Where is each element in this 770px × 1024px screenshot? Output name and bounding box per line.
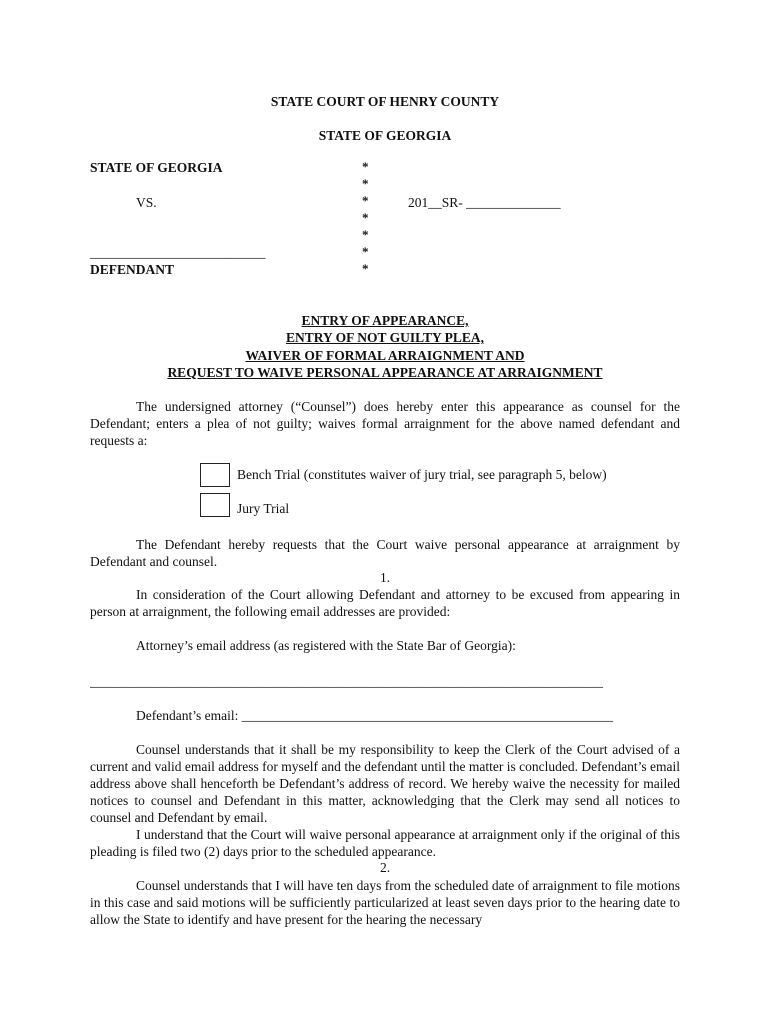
waive-original-text: I understand that the Court will waive personal appearance at arraignment only if the original of this pleading is filed two (2) days prior to the scheduled appearance. [90,827,680,859]
title-line: WAIVER OF FORMAL ARRAIGNMENT AND [245,348,525,363]
bench-trial-checkbox[interactable] [200,463,230,487]
defendant-email-field[interactable]: Defendant’s email: _______________________________________________________ [136,708,613,723]
court-name: STATE COURT OF HENRY COUNTY [270,94,500,109]
defendant-name-blank: __________________________ [90,245,266,260]
intro-paragraph [90,398,680,449]
versus-label: VS. [136,195,157,210]
state-name: STATE OF GEORGIA [318,128,452,143]
caption-separator: * [362,159,369,174]
caption-separator: * [362,210,369,225]
jury-trial-label: Jury Trial [237,501,290,516]
waive-request-paragraph [90,536,680,570]
attorney-email-field[interactable]: ____________________________________________________________________________ [90,674,603,689]
title-line: ENTRY OF APPEARANCE, [301,313,469,328]
section-2-paragraph [90,877,680,928]
waive-request-text: The Defendant hereby requests that the Court waive personal appearance at arraignment by Defendant and counsel. [90,537,680,569]
intro-text: The undersigned attorney (“Counsel”) does hereby enter this appearance as counsel for the Defendant; enters a plea of not guilty; waives formal arraignment for the above named defendant and requests a: [90,399,680,448]
waive-original-paragraph [90,826,680,860]
section-2-text: Counsel understands that I will have ten days from the scheduled date of arraignment to file motions in this case and said motions will be sufficiently particularized at least seven days prior to the hearing date to allow the State to identify and have present for the hearing the necessary [90,878,680,927]
jury-trial-checkbox[interactable] [200,493,230,517]
attorney-email-label: Attorney’s email address (as registered with the State Bar of Georgia): [136,638,516,653]
defendant-label: DEFENDANT [90,262,175,277]
section-number: 2. [379,860,391,875]
caption-separator: * [362,227,369,242]
section-1-text: In consideration of the Court allowing Defendant and attorney to be excused from appearing in person at arraignment, the following email addresses are provided: [90,587,680,619]
counsel-email-text: Counsel understands that it shall be my responsibility to keep the Clerk of the Court advised of a current and valid email address for myself and the defendant until the matter is concluded. Defendant’s email address above shall henceforth be Defendant’s address of record. We hereby waive the necessity for mailed notices to counsel and Defendant in this matter, acknowledging that the Clerk may send all notices to counsel and Defendant by email. [90,742,680,825]
caption-separator: * [362,244,369,259]
case-number: 201__SR- ______________ [408,195,561,210]
title-line: ENTRY OF NOT GUILTY PLEA, [286,330,484,345]
title-line: REQUEST TO WAIVE PERSONAL APPEARANCE AT ARRAIGNMENT [167,365,603,380]
counsel-email-paragraph [90,741,680,826]
section-number: 1. [379,570,391,585]
section-1-paragraph [90,586,680,620]
caption-separator: * [362,176,369,191]
plaintiff-label: STATE OF GEORGIA [90,160,223,175]
bench-trial-label: Bench Trial (constitutes waiver of jury trial, see paragraph 5, below) [237,467,607,482]
caption-separator: * [362,193,369,208]
caption-separator: * [362,261,369,276]
